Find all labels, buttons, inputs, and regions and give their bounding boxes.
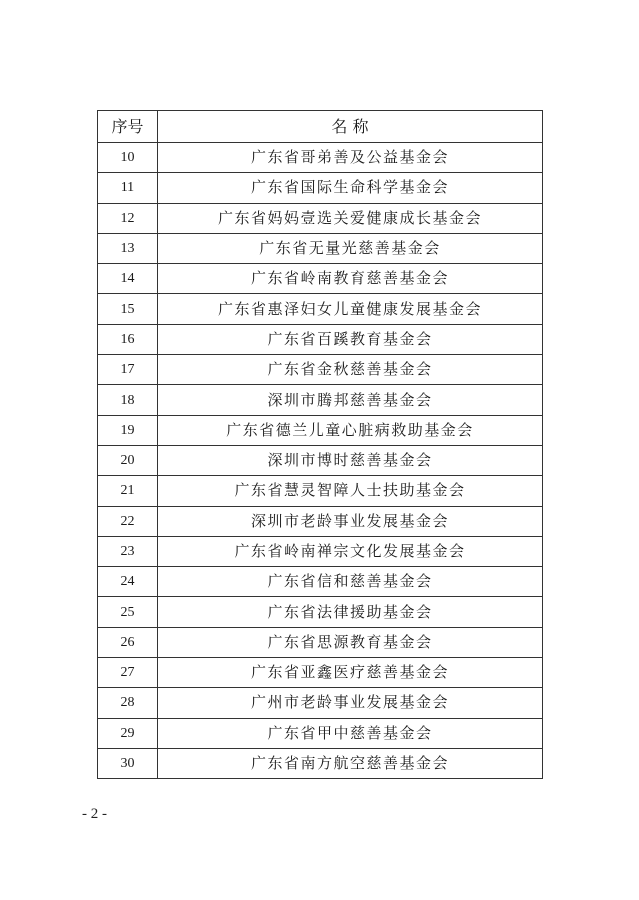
row-seq: 14 [98, 264, 158, 294]
table-row [98, 233, 543, 263]
row-name: 广东省金秋慈善基金会 [157, 355, 542, 385]
row-name: 广东省国际生命科学基金会 [157, 173, 542, 203]
row-name: 深圳市老龄事业发展基金会 [157, 506, 542, 536]
row-name: 广东省岭南教育慈善基金会 [157, 264, 542, 294]
row-seq: 24 [98, 567, 158, 597]
row-seq: 13 [98, 233, 158, 263]
table-row [98, 385, 543, 415]
row-name: 广州市老龄事业发展基金会 [157, 688, 542, 718]
table-row [98, 597, 543, 627]
row-name: 广东省德兰儿童心脏病救助基金会 [157, 415, 542, 445]
table-row [98, 658, 543, 688]
row-name: 广东省思源教育基金会 [157, 627, 542, 657]
row-seq: 16 [98, 324, 158, 354]
row-name: 广东省慧灵智障人士扶助基金会 [157, 476, 542, 506]
table-row [98, 718, 543, 748]
header-name: 名 称 [157, 111, 542, 143]
row-name: 广东省亚鑫医疗慈善基金会 [157, 658, 542, 688]
row-seq: 18 [98, 385, 158, 415]
row-seq: 25 [98, 597, 158, 627]
row-name: 广东省惠泽妇女儿童健康发展基金会 [157, 294, 542, 324]
table-row [98, 567, 543, 597]
row-seq: 21 [98, 476, 158, 506]
row-seq: 29 [98, 718, 158, 748]
row-seq: 12 [98, 203, 158, 233]
row-name: 广东省百蹊教育基金会 [157, 324, 542, 354]
table-header-row [98, 111, 543, 143]
table-row [98, 143, 543, 173]
table-body [98, 143, 543, 779]
row-seq: 28 [98, 688, 158, 718]
row-seq: 30 [98, 748, 158, 778]
row-seq: 22 [98, 506, 158, 536]
table-row [98, 627, 543, 657]
row-name: 广东省岭南禅宗文化发展基金会 [157, 536, 542, 566]
table-row [98, 506, 543, 536]
row-name: 广东省无量光慈善基金会 [157, 233, 542, 263]
row-seq: 11 [98, 173, 158, 203]
page-number: - 2 - [82, 806, 107, 822]
table-row [98, 355, 543, 385]
table-row [98, 415, 543, 445]
row-seq: 10 [98, 143, 158, 173]
table-row [98, 688, 543, 718]
row-seq: 23 [98, 536, 158, 566]
header-seq: 序号 [98, 111, 158, 143]
row-seq: 15 [98, 294, 158, 324]
table-row [98, 748, 543, 778]
row-name: 深圳市博时慈善基金会 [157, 445, 542, 475]
row-name: 广东省信和慈善基金会 [157, 567, 542, 597]
row-name: 广东省妈妈壹选关爱健康成长基金会 [157, 203, 542, 233]
table-row [98, 476, 543, 506]
row-name: 深圳市腾邦慈善基金会 [157, 385, 542, 415]
row-name: 广东省法律援助基金会 [157, 597, 542, 627]
foundation-table [97, 110, 543, 779]
row-seq: 17 [98, 355, 158, 385]
row-seq: 27 [98, 658, 158, 688]
row-name: 广东省南方航空慈善基金会 [157, 748, 542, 778]
table-row [98, 173, 543, 203]
table-row [98, 445, 543, 475]
row-seq: 20 [98, 445, 158, 475]
row-name: 广东省哥弟善及公益基金会 [157, 143, 542, 173]
table-row [98, 264, 543, 294]
table-row [98, 536, 543, 566]
table-row [98, 324, 543, 354]
row-seq: 26 [98, 627, 158, 657]
row-name: 广东省甲中慈善基金会 [157, 718, 542, 748]
table-row [98, 294, 543, 324]
row-seq: 19 [98, 415, 158, 445]
table-row [98, 203, 543, 233]
